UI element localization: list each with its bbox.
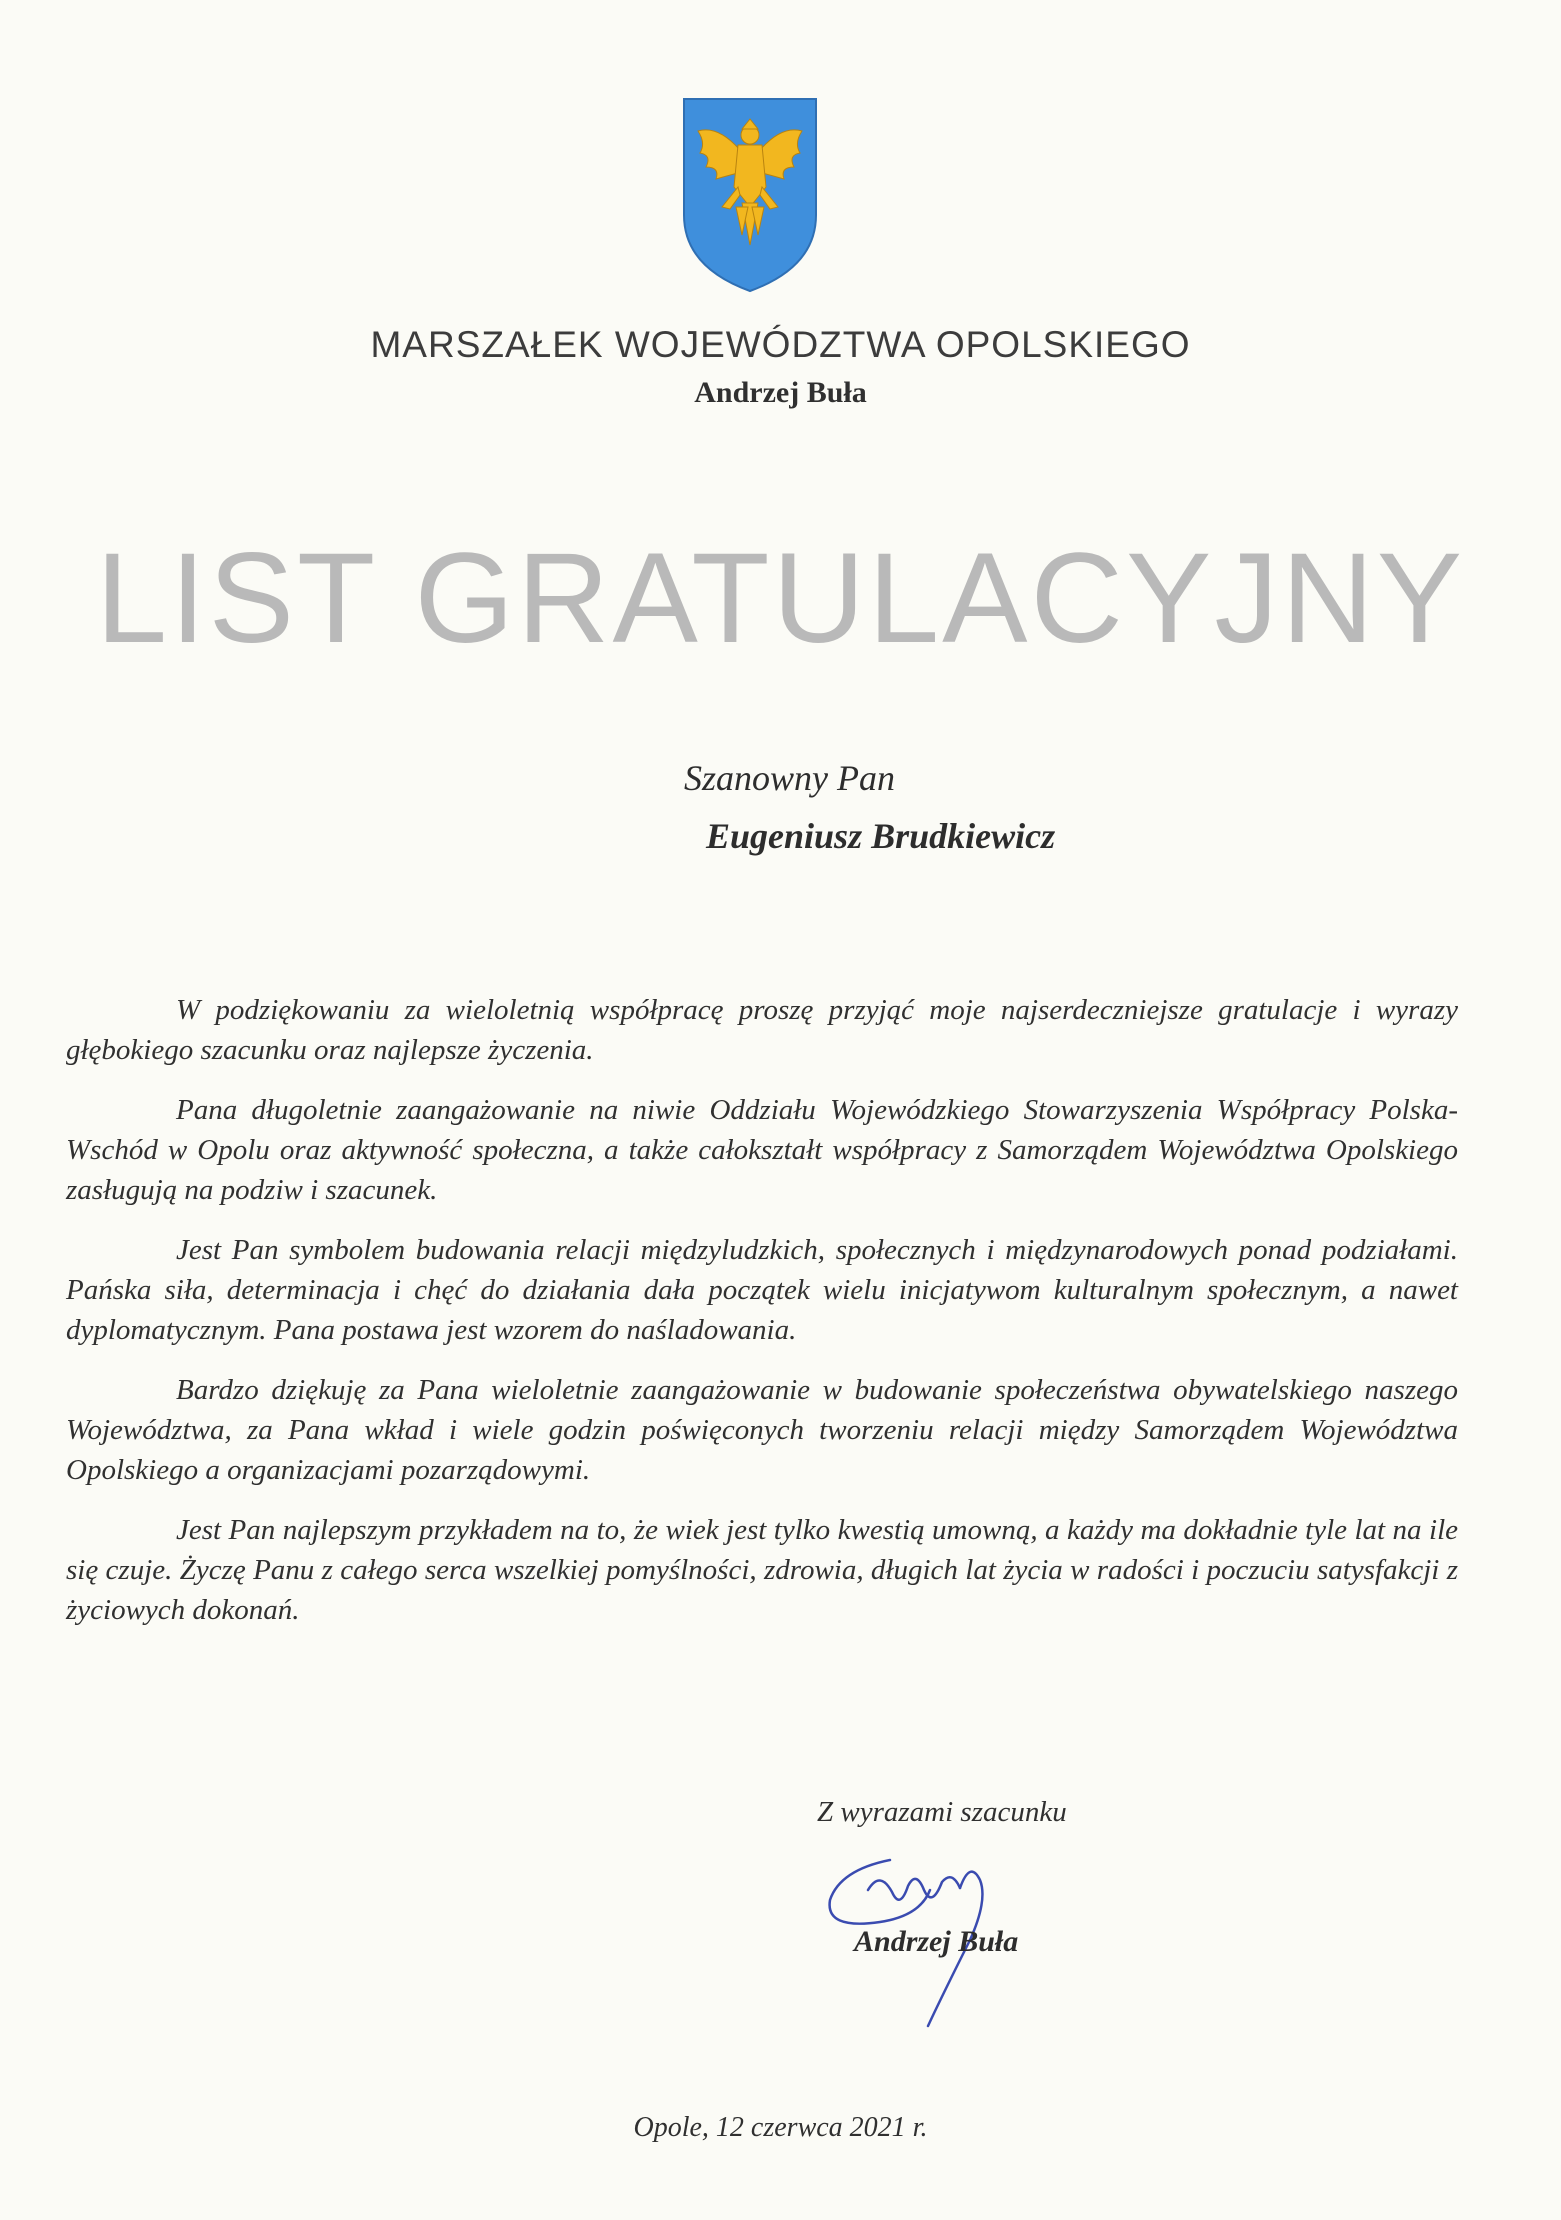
recipient-name: Eugeniusz Brudkiewicz: [706, 816, 1056, 856]
body-paragraph: Jest Pan symbolem budowania relacji międzyludzkich, społecznych i międzynarodowych ponad podziałami. Pańska siła, determinacja i chęć do działania dała początek wielu inicjatywom kulturalnym społecznym, a nawet dyplomatycznym. Pana postawa jest wzorem do naśladowania.: [66, 1234, 1458, 1346]
body-paragraph: W podziękowaniu za wieloletnią współpracę proszę przyjąć moje najserdeczniejsze gratulacje i wyrazy głębokiego szacunku oraz najlepsze życzenia.: [66, 994, 1458, 1066]
opole-eagle-coat-of-arms-icon: [680, 95, 820, 295]
recipient-salutation: Szanowny Pan: [684, 758, 895, 798]
organization-person: Andrzej Buła: [694, 376, 867, 409]
document-title: LIST GRATULACYJNY: [95, 527, 1466, 670]
closing-phrase: Z wyrazami szacunku: [817, 1796, 1067, 1828]
signer-name: Andrzej Buła: [854, 1925, 1019, 1958]
body-paragraph: Bardzo dziękuję za Pana wieloletnie zaangażowanie w budowanie społeczeństwa obywatelskiego naszego Województwa, za Pana wkład i wiele godzin poświęconych tworzeniu relacji między Samorządem Województwa Opolskiego a organizacjami pozarządowymi.: [66, 1374, 1458, 1486]
body-paragraph: Jest Pan najlepszym przykładem na to, że wiek jest tylko kwestią umowną, a każdy ma dokładnie tyle lat na ile się czuje. Życzę Panu z całego serca wszelkiej pomyślności, zdrowia, długich lat życia w radości i poczuciu satysfakcji z życiowych dokonań.: [66, 1514, 1458, 1626]
organization-title: MARSZAŁEK WOJEWÓDZTWA OPOLSKIEGO: [370, 324, 1191, 365]
body-paragraph: Pana długoletnie zaangażowanie na niwie Oddziału Wojewódzkiego Stowarzyszenia Współpracy Polska-Wschód w Opolu oraz aktywność społeczna, a także całokształt współpracy z Samorządem Województwa Opolskiego zasługują na podziw i szacunek.: [66, 1094, 1458, 1206]
place-and-date: Opole, 12 czerwca 2021 r.: [633, 2112, 928, 2143]
letter-body: [66, 990, 1458, 1650]
